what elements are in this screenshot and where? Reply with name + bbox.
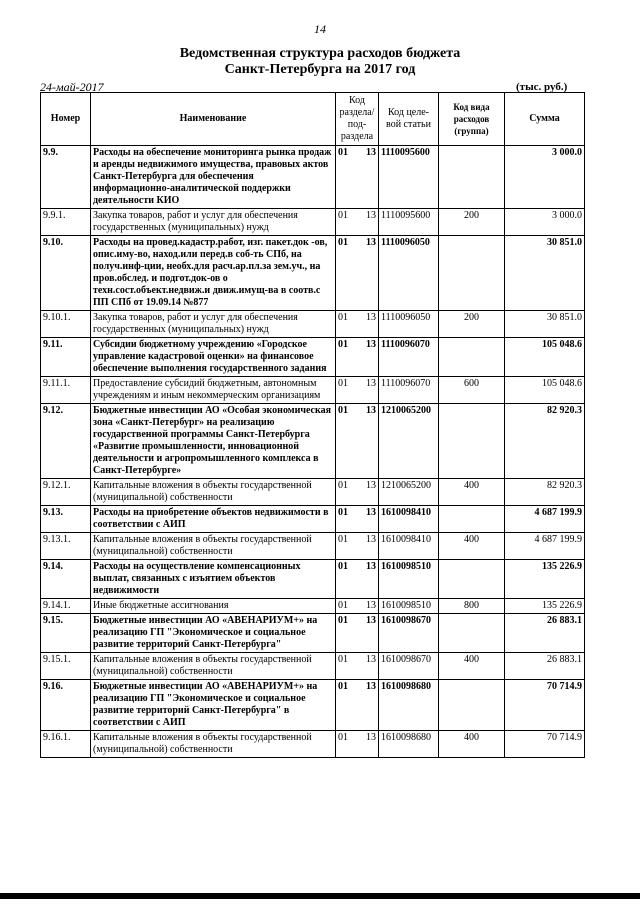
row-razdel [336, 533, 379, 560]
row-sum: 135 226.9 [505, 599, 585, 614]
podrazdel-code: 13 [366, 507, 376, 518]
row-razdel [336, 377, 379, 404]
row-number: 9.16.1. [41, 731, 91, 758]
row-razdel [336, 338, 379, 377]
podrazdel-code: 13 [366, 615, 376, 626]
table-row [41, 404, 585, 479]
razdel-code: 01 [338, 405, 348, 416]
document-date: 24-май-2017 [40, 80, 104, 94]
row-sum: 135 226.9 [505, 560, 585, 599]
row-name: Закупка товаров, работ и услуг для обеспечения государственных (муниципальных) нужд [91, 209, 336, 236]
razdel-code: 01 [338, 339, 348, 350]
row-vid [439, 680, 505, 731]
row-sum: 82 920.3 [505, 404, 585, 479]
row-razdel [336, 404, 379, 479]
row-razdel [336, 209, 379, 236]
row-csr: 1210065200 [379, 479, 439, 506]
row-sum: 3 000.0 [505, 209, 585, 236]
razdel-code: 01 [338, 480, 348, 491]
row-name: Капитальные вложения в объекты государственной (муниципальной) собственности [91, 653, 336, 680]
table-row [41, 599, 585, 614]
row-razdel [336, 479, 379, 506]
row-csr: 1610098410 [379, 533, 439, 560]
header-name: Наименование [91, 93, 336, 146]
row-csr: 1610098510 [379, 560, 439, 599]
row-sum: 4 687 199.9 [505, 506, 585, 533]
row-csr: 1110095600 [379, 146, 439, 209]
row-sum: 82 920.3 [505, 479, 585, 506]
table-row [41, 653, 585, 680]
table-row [41, 338, 585, 377]
row-number: 9.13.1. [41, 533, 91, 560]
row-number: 9.9.1. [41, 209, 91, 236]
row-name: Бюджетные инвестиции АО «АВЕНАРИУМ+» на реализацию ГП "Экономическое и социальное развитие территорий Санкт-Петербурга" в соответствии с АИП [91, 680, 336, 731]
row-number: 9.10. [41, 236, 91, 311]
row-number: 9.16. [41, 680, 91, 731]
row-number: 9.12. [41, 404, 91, 479]
row-name: Расходы на приобретение объектов недвижимости в соответствии с АИП [91, 506, 336, 533]
table-row [41, 377, 585, 404]
row-sum: 30 851.0 [505, 236, 585, 311]
row-name: Расходы на обеспечение мониторинга рынка продаж и аренды недвижимого имущества, правовых актов Санкт-Петербурга для обеспечения информационно-аналитической поддержки деятельности КИО [91, 146, 336, 209]
row-vid: 400 [439, 533, 505, 560]
row-vid [439, 404, 505, 479]
table-row [41, 731, 585, 758]
row-csr: 1610098510 [379, 599, 439, 614]
row-sum: 26 883.1 [505, 653, 585, 680]
table-row [41, 236, 585, 311]
row-csr: 1110096070 [379, 377, 439, 404]
header-celevoy: Код целе- вой статьи [379, 93, 439, 146]
razdel-code: 01 [338, 561, 348, 572]
row-name: Капитальные вложения в объекты государственной (муниципальной) собственности [91, 731, 336, 758]
row-sum: 4 687 199.9 [505, 533, 585, 560]
razdel-code: 01 [338, 600, 348, 611]
row-vid [439, 146, 505, 209]
header-summa: Сумма [505, 93, 585, 146]
row-name: Субсидии бюджетному учреждению «Городское управление кадастровой оценки» на финансовое обеспечение выполнения государственного задания [91, 338, 336, 377]
row-number: 9.14.1. [41, 599, 91, 614]
row-razdel [336, 506, 379, 533]
row-sum: 70 714.9 [505, 731, 585, 758]
table-header-row [41, 93, 585, 146]
row-csr: 1210065200 [379, 404, 439, 479]
row-razdel [336, 146, 379, 209]
table-row [41, 560, 585, 599]
row-vid: 400 [439, 479, 505, 506]
scan-edge-bar [0, 893, 640, 899]
razdel-code: 01 [338, 210, 348, 221]
row-name: Бюджетные инвестиции АО «Особая экономическая зона «Санкт-Петербург» на реализацию государственной программы Санкт-Петербурга «Развитие промышленности, инновационной деятельности и агропромышленного комплекса в Санкт-Петербурге» [91, 404, 336, 479]
table-row [41, 533, 585, 560]
row-number: 9.13. [41, 506, 91, 533]
row-razdel [336, 614, 379, 653]
row-vid [439, 236, 505, 311]
podrazdel-code: 13 [366, 732, 376, 743]
table-row [41, 479, 585, 506]
header-razdel: Код раздела/ под- раздела [336, 93, 379, 146]
budget-table [40, 92, 585, 758]
table-body [41, 146, 585, 758]
row-number: 9.9. [41, 146, 91, 209]
row-vid [439, 506, 505, 533]
podrazdel-code: 13 [366, 147, 376, 158]
podrazdel-code: 13 [366, 210, 376, 221]
row-number: 9.10.1. [41, 311, 91, 338]
razdel-code: 01 [338, 732, 348, 743]
row-csr: 1610098670 [379, 653, 439, 680]
row-name: Бюджетные инвестиции АО «АВЕНАРИУМ+» на реализацию ГП "Экономическое и социальное развитие территорий Санкт-Петербурга" [91, 614, 336, 653]
row-vid [439, 560, 505, 599]
row-name: Расходы на осуществление компенсационных выплат, связанных с изъятием объектов недвижимости [91, 560, 336, 599]
razdel-code: 01 [338, 378, 348, 389]
podrazdel-code: 13 [366, 600, 376, 611]
table-row [41, 209, 585, 236]
row-number: 9.11.1. [41, 377, 91, 404]
podrazdel-code: 13 [366, 480, 376, 491]
row-csr: 1110096070 [379, 338, 439, 377]
podrazdel-code: 13 [366, 378, 376, 389]
row-number: 9.15.1. [41, 653, 91, 680]
row-razdel [336, 311, 379, 338]
row-vid: 200 [439, 209, 505, 236]
razdel-code: 01 [338, 654, 348, 665]
document-title [0, 46, 640, 78]
row-vid [439, 614, 505, 653]
podrazdel-code: 13 [366, 654, 376, 665]
podrazdel-code: 13 [366, 681, 376, 692]
row-sum: 105 048.6 [505, 338, 585, 377]
row-csr: 1110095600 [379, 209, 439, 236]
row-number: 9.12.1. [41, 479, 91, 506]
razdel-code: 01 [338, 312, 348, 323]
row-sum: 70 714.9 [505, 680, 585, 731]
table-row [41, 506, 585, 533]
row-csr: 1610098680 [379, 731, 439, 758]
row-sum: 105 048.6 [505, 377, 585, 404]
row-name: Предоставление субсидий бюджетным, автономным учреждениям и иным некоммерческим организациям [91, 377, 336, 404]
row-csr: 1110096050 [379, 311, 439, 338]
row-name: Капитальные вложения в объекты государственной (муниципальной) собственности [91, 533, 336, 560]
row-number: 9.14. [41, 560, 91, 599]
units-label: (тыс. руб.) [516, 81, 568, 93]
table-row [41, 680, 585, 731]
row-name: Капитальные вложения в объекты государственной (муниципальной) собственности [91, 479, 336, 506]
row-name: Иные бюджетные ассигнования [91, 599, 336, 614]
row-vid [439, 338, 505, 377]
row-name: Расходы на провед.кадастр.работ, изг. пакет.док -ов, опис.иму-во, наход.или перед.в соб-ть СПб, на получ.инф-ции, необх.для расч.ар.пл.за зем.уч., на пров.обслед. и подгот.док-ов о техн.сост.объект.недвиж.и движ.имущ-ва в соотв.с ПП СПб от 19.09.14 №877 [91, 236, 336, 311]
row-vid: 600 [439, 377, 505, 404]
podrazdel-code: 13 [366, 534, 376, 545]
row-sum: 3 000.0 [505, 146, 585, 209]
podrazdel-code: 13 [366, 237, 376, 248]
title-line-2: Санкт-Петербурга на 2017 год [224, 62, 416, 77]
podrazdel-code: 13 [366, 561, 376, 572]
razdel-code: 01 [338, 534, 348, 545]
row-razdel [336, 680, 379, 731]
row-name: Закупка товаров, работ и услуг для обеспечения государственных (муниципальных) нужд [91, 311, 336, 338]
row-razdel [336, 236, 379, 311]
title-line-1: Ведомственная структура расходов бюджета [179, 46, 461, 61]
row-vid: 800 [439, 599, 505, 614]
razdel-code: 01 [338, 237, 348, 248]
row-number: 9.15. [41, 614, 91, 653]
table-row [41, 146, 585, 209]
header-vid: Код вида расходов (группа) [439, 93, 505, 146]
table-row [41, 614, 585, 653]
podrazdel-code: 13 [366, 339, 376, 350]
podrazdel-code: 13 [366, 405, 376, 416]
table-row [41, 311, 585, 338]
row-vid: 400 [439, 653, 505, 680]
row-razdel [336, 560, 379, 599]
row-razdel [336, 653, 379, 680]
razdel-code: 01 [338, 681, 348, 692]
row-razdel [336, 731, 379, 758]
row-csr: 1610098670 [379, 614, 439, 653]
podrazdel-code: 13 [366, 312, 376, 323]
row-csr: 1610098410 [379, 506, 439, 533]
row-csr: 1610098680 [379, 680, 439, 731]
row-csr: 1110096050 [379, 236, 439, 311]
row-sum: 26 883.1 [505, 614, 585, 653]
row-number: 9.11. [41, 338, 91, 377]
row-sum: 30 851.0 [505, 311, 585, 338]
razdel-code: 01 [338, 615, 348, 626]
row-vid: 200 [439, 311, 505, 338]
razdel-code: 01 [338, 147, 348, 158]
razdel-code: 01 [338, 507, 348, 518]
page-number: 14 [314, 22, 326, 36]
row-vid: 400 [439, 731, 505, 758]
header-number: Номер [41, 93, 91, 146]
row-razdel [336, 599, 379, 614]
